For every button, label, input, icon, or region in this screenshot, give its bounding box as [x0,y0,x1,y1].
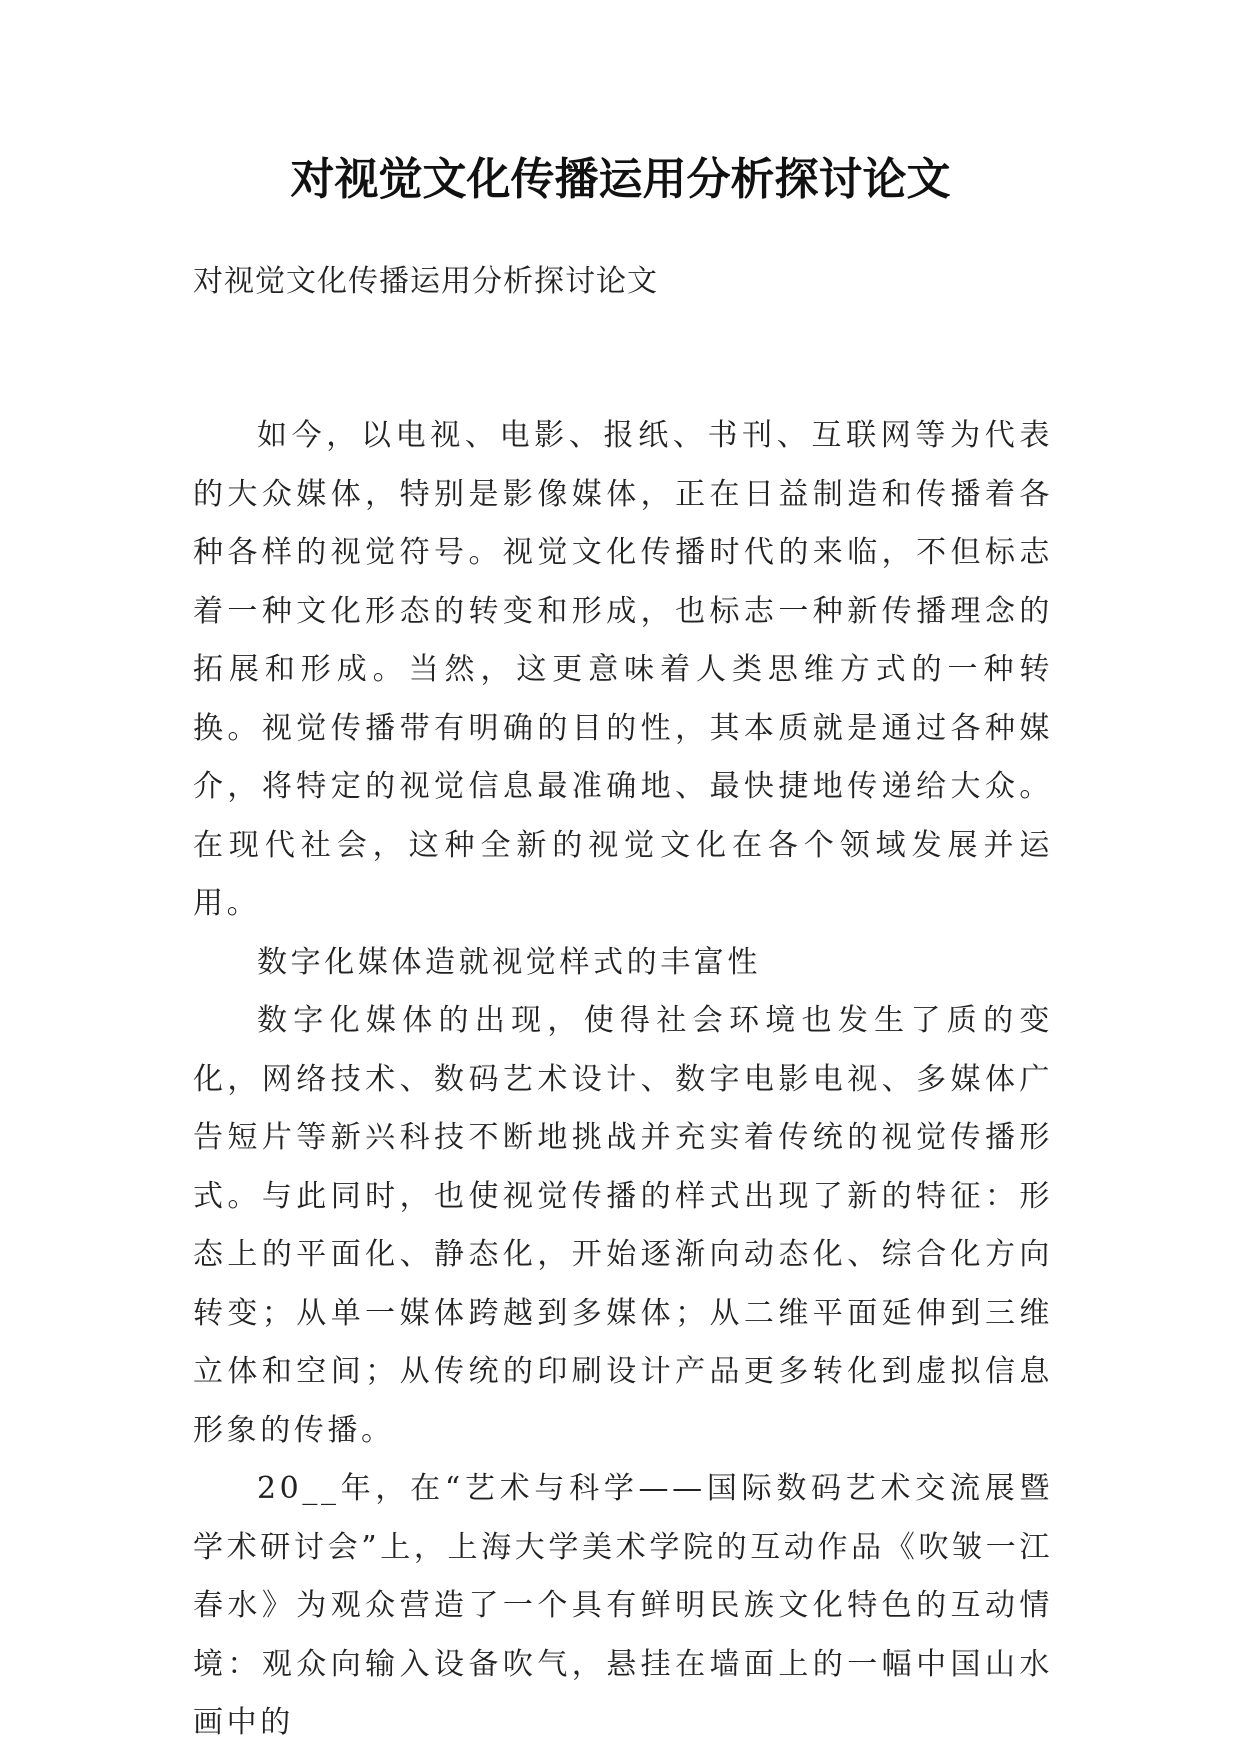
body-paragraph: 20__年，在“艺术与科学——国际数码艺术交流展暨学术研讨会”上，上海大学美术学院的互动作品《吹皱一江春水》为观众营造了一个具有鲜明民族文化特色的互动情境：观众向输入设备吹气，悬挂在墙面上的一幅中国山水画中的 [193,1471,1053,1740]
document-body [193,407,1053,1753]
document-subtitle: 对视觉文化传播运用分析探讨论文 [193,264,658,299]
section-heading: 数字化媒体造就视觉样式的丰富性 [257,944,761,980]
body-paragraph: 如今，以电视、电影、报纸、书刊、互联网等为代表的大众媒体，特别是影像媒体，正在日益制造和传播着各种各样的视觉符号。视觉文化传播时代的来临，不但标志着一种文化形态的转变和形成，也标志一种新传播理念的拓展和形成。当然，这更意味着人类思维方式的一种转换。视觉传播带有明确的目的性，其本质就是通过各种媒介，将特定的视觉信息最准确地、最快捷地传递给大众。在现代社会，这种全新的视觉文化在各个领域发展并运用。 [193,418,1053,921]
body-paragraph: 数字化媒体的出现，使得社会环境也发生了质的变化，网络技术、数码艺术设计、数字电影电视、多媒体广告短片等新兴科技不断地挑战并充实着传统的视觉传播形式。与此同时，也使视觉传播的样式出现了新的特征：形态上的平面化、静态化，开始逐渐向动态化、综合化方向转变；从单一媒体跨越到多媒体；从二维平面延伸到三维立体和空间；从传统的印刷设计产品更多转化到虚拟信息形象的传播。 [193,1003,1053,1448]
document-title: 对视觉文化传播运用分析探讨论文 [290,154,951,205]
